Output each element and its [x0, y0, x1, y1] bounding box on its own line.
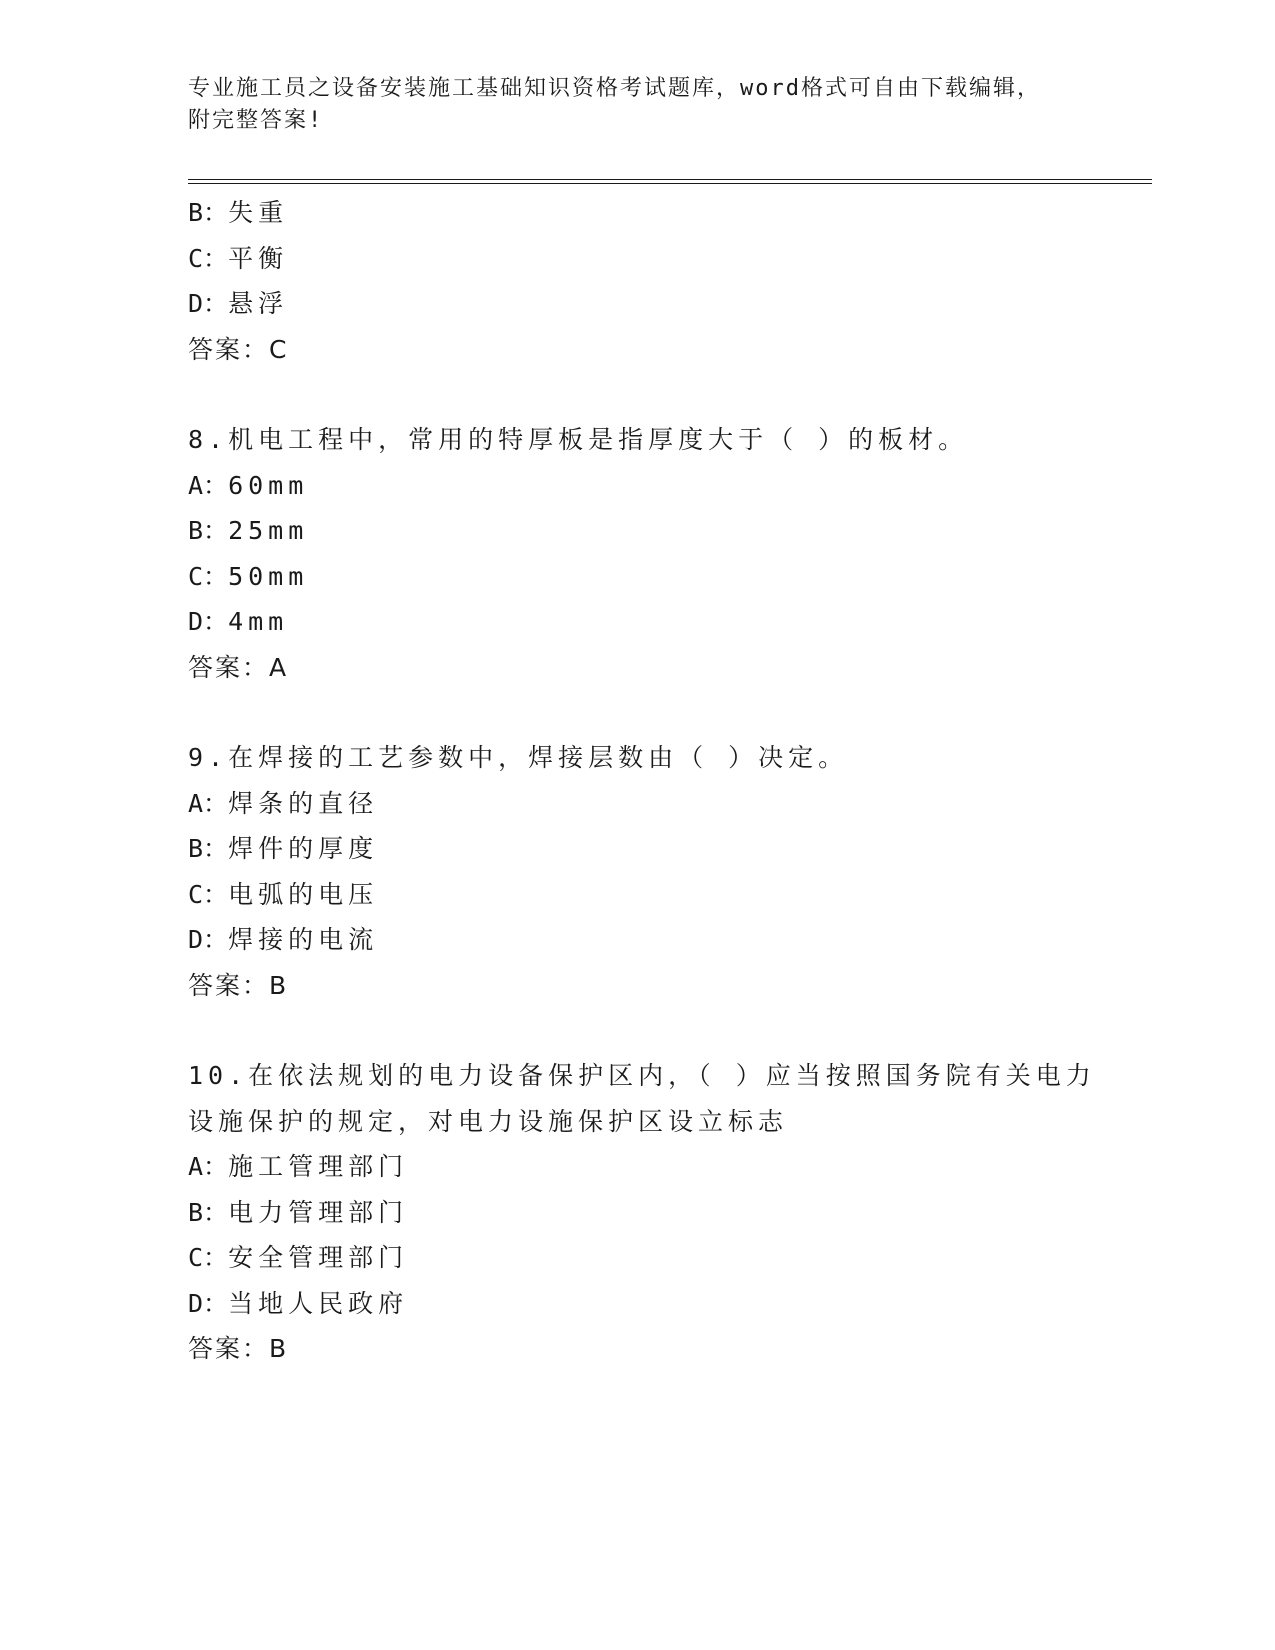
option-d: D：悬浮 [188, 289, 289, 318]
question-9 [188, 735, 1108, 1008]
option-b: B：电力管理部门 [188, 1197, 409, 1227]
option-d: D：焊接的电流 [188, 925, 379, 954]
option-c: C：电弧的电压 [188, 879, 379, 909]
answer-line: 答案：B [188, 1334, 289, 1363]
header-line-1: 专业施工员之设备安装施工基础知识资格考试题库，word格式可自由下载编辑， [188, 76, 1041, 101]
question-10 [188, 1053, 1108, 1372]
header-rule-top [188, 179, 1152, 180]
answer-line: 答案：B [188, 970, 289, 1000]
answer-line: 答案：C [188, 334, 289, 364]
option-c: C：50mm [188, 561, 309, 591]
option-c: C：安全管理部门 [188, 1243, 409, 1272]
option-c: C：平衡 [188, 243, 289, 273]
option-b: B：焊件的厚度 [188, 834, 379, 863]
answer-line: 答案：A [188, 652, 289, 682]
option-a: A：焊条的直径 [188, 788, 379, 818]
question-stem-line-1: 10.在依法规划的电力设备保护区内，（ ）应当按照国务院有关电力 [188, 1061, 1096, 1090]
option-b: B：25mm [188, 516, 309, 545]
option-a: A：施工管理部门 [188, 1152, 409, 1181]
header-line-2: 附完整答案! [188, 108, 324, 133]
question-stem-line-2: 设施保护的规定，对电力设施保护区设立标志 [188, 1106, 789, 1136]
header-rule-bottom [188, 183, 1152, 184]
question-stem: 8.机电工程中，常用的特厚板是指厚度大于（ ）的板材。 [188, 425, 969, 454]
question-list [188, 190, 1108, 1372]
option-d: D：4mm [188, 607, 289, 636]
option-b: B：失重 [188, 198, 289, 227]
carryover-question [188, 190, 1108, 372]
option-d: D：当地人民政府 [188, 1288, 409, 1318]
question-stem: 9.在焊接的工艺参数中，焊接层数由（ ）决定。 [188, 743, 849, 772]
option-a: A：60mm [188, 470, 309, 500]
document-header [188, 73, 1088, 137]
question-8 [188, 417, 1108, 690]
